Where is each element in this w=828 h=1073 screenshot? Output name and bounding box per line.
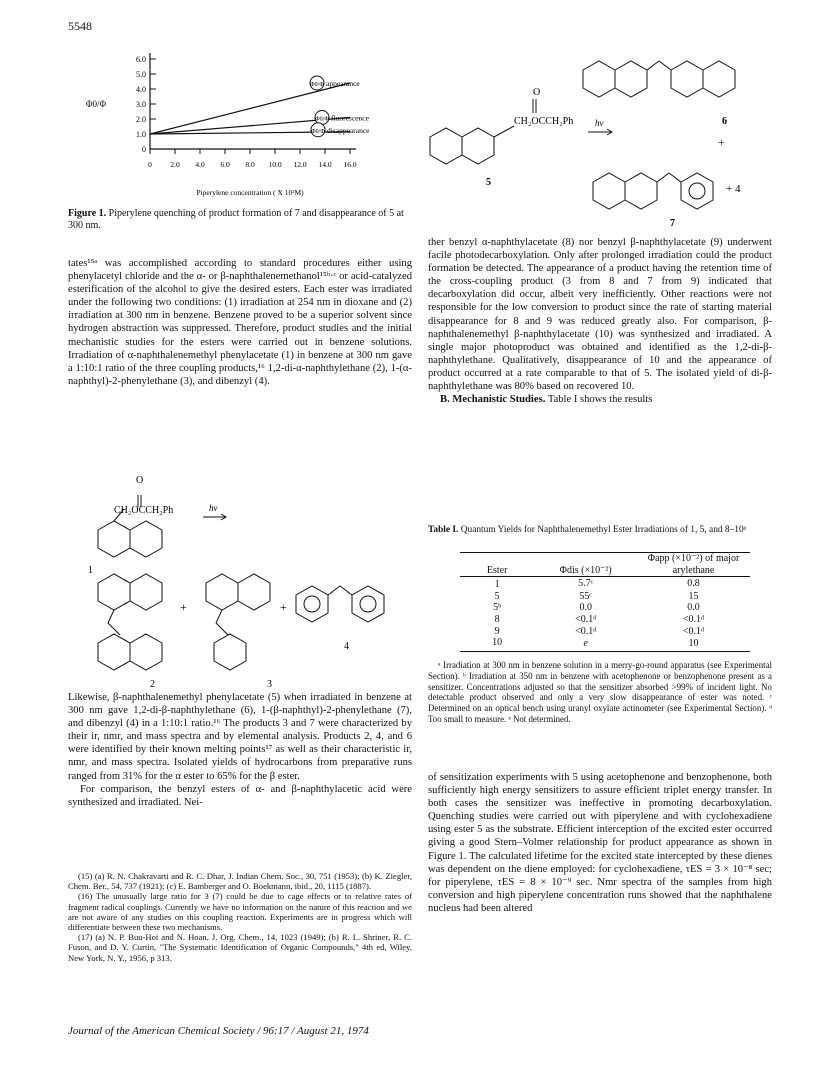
naphthalene-ring [130, 521, 162, 557]
plus-sign: + [280, 600, 287, 614]
ester-group: CH₂OCCH₂Ph [514, 116, 574, 127]
footnote-15: (15) (a) R. N. Chakravarti and R. C. Dhar, J. Indian Chem. Soc., 30, 751 (1953); (b) K. Ziegler, Chem. Ber., 54, 737 (1921); (c) E. Bamberger and O. Boekmann, ibid., 20, 1115 (1887). [68, 871, 412, 892]
x-tick-label: 4.0 [195, 160, 205, 169]
y-tick-label: 5.0 [136, 70, 146, 79]
benzene-ring [296, 586, 328, 622]
aromatic-circle [689, 183, 705, 199]
bond [328, 586, 352, 595]
naphthalene-ring [206, 574, 238, 610]
page-number: 5548 [68, 19, 92, 33]
left-column-text-a [68, 257, 412, 388]
series-label-fluorescence: fluorescence [331, 113, 369, 123]
paragraph: tates¹⁵ᵃ was accomplished according to standard procedures either using phenylacetyl chloride and the α- or β-naphthalenemethanol¹⁵ᵇ·ᶜ or acid-catalyzed esterification of the alcohol to give the desired esters. Each ester was irradiated under the following two conditions: (1) irradiation at 254 nm in dioxane and (2) irradiation at 300 nm in benzene. Benzene proved to be a superior solvent since hydrogen abstraction was suppressed. Therefore, product studies and the initial mechanistic studies for the esters were carried out in benzene solutions. Irradiation of α-naphthalenemethyl phenylacetate (1) in benzene at 300 nm gave a 1:10:1 ratio of the three coupling products,¹⁶ 1,2-di-α-naphthylethane (2), 1-(α-naphthyl)-2-phenylethane (3), and dibenzyl (4). [68, 258, 412, 387]
naphthalene-ring [98, 521, 130, 557]
carbonyl-o: O [533, 87, 541, 98]
table-header-row [460, 553, 750, 577]
plus-4: + 4 [726, 183, 741, 195]
paragraph: For comparison, the benzyl esters of α- and β-naphthylacetic acid were synthesized and irradiated. Nei- [68, 783, 412, 808]
naphthalene-ring [703, 61, 735, 97]
left-column-text-b [68, 691, 412, 809]
journal-footer: Journal of the American Chemical Society / 96:17 / August 21, 1974 [68, 1025, 369, 1037]
naphthalene-ring [130, 574, 162, 610]
naphthalene-ring [671, 61, 703, 97]
benzene-ring [681, 173, 713, 209]
naphthalene-ring [98, 634, 130, 670]
scheme-compound-5 [418, 42, 772, 230]
bond [657, 173, 681, 182]
compound-number: 7 [670, 218, 675, 229]
series-label-disappearance: disappearance [327, 125, 370, 135]
scheme-compound-1 [68, 465, 412, 690]
series-marker-symbol: Φ0/Φ [310, 82, 324, 88]
table-1-label: Table I. [428, 525, 459, 535]
section-heading: B. Mechanistic Studies. [440, 394, 546, 406]
y-tick-label: 1.0 [136, 130, 146, 139]
compound-number: 4 [344, 641, 349, 652]
compound-number: 5 [486, 177, 491, 188]
x-tick-label: 0 [148, 160, 152, 169]
table-row: 5ᵇ 0.0 0.0 [493, 602, 700, 614]
figure-1-chart [68, 45, 408, 205]
footnote-16: (16) The unusually large ratio for 3 (7) could be due to cage effects or to relative rates of fragment radical couplings. Currently we have no information on the nature of this reaction and we are not aware of any studies on this coupling reaction. Experiments are in progress which will differentiate between these two mechanisms. [68, 891, 412, 933]
section-b-paragraph: B. Mechanistic Studies. Table I shows the results [440, 394, 653, 406]
compound-number: 6 [722, 116, 727, 127]
table-row: 9 <0.1ᵈ <0.1ᵈ [494, 625, 705, 637]
aromatic-circle [304, 596, 320, 612]
table-1 [460, 552, 750, 652]
table-row: 8 <0.1ᵈ <0.1ᵈ [494, 613, 705, 625]
figure-1-caption [68, 208, 412, 233]
ester-group: CH₂OCCH₂Ph [114, 505, 174, 516]
naphthalene-ring [583, 61, 615, 97]
hv-label: hν [595, 118, 604, 128]
y-tick-label: 4.0 [136, 85, 146, 94]
table-row: 5 55ᶜ 15 [494, 590, 699, 602]
naphthalene-ring [98, 574, 130, 610]
y-axis-label: Φ0/Φ [85, 99, 107, 109]
figure-1-caption-label: Figure 1. [68, 208, 107, 219]
chart-plot-area [86, 53, 370, 197]
series-marker-symbol: Φ0/Φ [311, 128, 325, 135]
header-ester: Ester [486, 564, 508, 576]
naphthalene-ring [593, 173, 625, 209]
right-column-text-b [428, 771, 772, 915]
x-tick-label: 6.0 [220, 160, 230, 169]
compound-number: 3 [267, 679, 272, 690]
compound-number: 2 [150, 679, 155, 690]
carbonyl-o: O [136, 475, 144, 486]
table-row: 10 e 10 [460, 637, 750, 651]
right-column-text-a [428, 236, 772, 406]
x-tick-label: 14.0 [318, 160, 332, 169]
hv-label: hν [209, 503, 218, 513]
naphthalene-ring [130, 634, 162, 670]
x-tick-label: 10.0 [268, 160, 282, 169]
series-label-appearance: appearance [326, 79, 360, 88]
paragraph: ther benzyl α-naphthylacetate (8) nor benzyl β-naphthylacetate (9) underwent facile photodecarboxylation. Only after prolonged irradiation could the product formation be detected. The appearance of a product having the retention time of the cross-coupling product (3 from 8 and 7 from 9) indicated that decarboxylation did occur, albeit very inefficiently. Other reactions were not responsible for the low conversion to product since the rate of starting material disappearance for 8 and 9 was reduced greatly also. For comparison, β-naphthalenemethyl β-naphthylacetate (10) was synthesized and irradiated. A single major photoproduct was obtained and identified as the 1,2-di-β-naphthylethane. Qualitatively, disappearance of 10 and the appearance of product occurred at a rate comparable to that of 5. The isolated yield of di-β-naphthylethane was 80% based on recovered 10. [428, 237, 772, 393]
naphthalene-ring [615, 61, 647, 97]
figure-1-caption-text: Piperylene quenching of product formation of 7 and disappearance of 5 at 300 nm. [68, 208, 404, 232]
x-axis-label: Piperylene concentration ( X 10²M) [196, 188, 304, 197]
aromatic-circle [360, 596, 376, 612]
footnote-17: (17) (a) N. P. Buu-Hoi and N. Hoan, J. Org. Chem., 14, 1023 (1949); (b) R. L. Shriner, R. C. Fuson, and D. Y. Curtin, "The Systematic Identification of Organic Compounds," 4th ed, Wiley, New York, N. Y., 1956, p 313. [68, 932, 412, 963]
header-phi-app: Φapp (×10⁻²) of major arylethane [647, 553, 740, 576]
bond [216, 610, 228, 635]
series-marker-symbol: Φ0/Φ [315, 116, 329, 123]
x-tick-label: 8.0 [245, 160, 255, 169]
compound-number: 1 [88, 565, 93, 576]
y-tick-label: 2.0 [136, 115, 146, 124]
benzene-ring [352, 586, 384, 622]
bond [108, 610, 120, 635]
x-tick-label: 16.0 [343, 160, 357, 169]
naphthalene-ring [462, 128, 494, 164]
paragraph: Likewise, β-naphthalenemethyl phenylacetate (5) when irradiated in benzene at 300 nm gave 1,2-di-β-naphthylethane (6), 1-(β-naphthyl)-2-phenylethane (7), and dibenzyl (4) in a 1:10:1 ratio.¹⁶ The products 3 and 7 were characterized by their ir, nmr, and mass spectra and by elemental analysis. Products 2, 4, and 6 were identified by their known melting points¹⁷ as well as their characteristic ir, nmr, and mass spectra. Isolated yields of hydrocarbons from preparative runs ranged from 31% for the α ester to 65% for the β ester. [68, 692, 412, 782]
y-tick-label: 0 [142, 145, 146, 154]
naphthalene-ring [430, 128, 462, 164]
x-tick-label: 12.0 [293, 160, 307, 169]
quantum-yield-table [460, 553, 750, 652]
paragraph: of sensitization experiments with 5 using acetophenone and benzophenone, both sufficiently high energy sensitizers to assure efficient triplet energy transfer. In both cases the sensitizer was ineffective in promoting decarboxylation. Quenching studies were carried out with piperylene and with cyclohexadiene using ester 5 as the substrate. Efficient interception of the excited ester occurred giving a good Stern–Volmer relationship for product appearance as shown in Figure 1. The calculated lifetime for the excited state intercepted by these dienes was dependent on the diene employed: for cyclohexadiene, τES = 3 × 10⁻⁸ sec; for piperylene, τES = 8 × 10⁻⁹ sec. Nmr spectra of the samples from high conversion and high piperylene concentration runs showed that the naphthalene nucleus had been altered [428, 772, 772, 914]
plus-sign: + [718, 135, 725, 149]
x-tick-label: 2.0 [170, 160, 180, 169]
naphthalene-ring [238, 574, 270, 610]
bond [647, 61, 671, 70]
table-1-notes: ᵃ Irradiation at 300 nm in benzene solution in a merry-go-round apparatus (see Experimental Section). ᵇ Irradiation at 350 nm in benzene with acetophenone or benzophenone present as a sensitizer. Concentrations adjusted so that the sensitizer absorbed >99% of incident light. No detectable product observed and only a very slow disappearance of ester was noted. ᶜ Determined on an optical bench using uranyl oxylate actinometer (see Experimental Section). ᵈ Too small to measure. ᵉ Not determined. [428, 660, 772, 724]
table-1-title: Table I. Quantum Yields for Naphthalenemethyl Ester Irradiations of 1, 5, and 8–10ᵃ [428, 525, 747, 535]
bond [494, 126, 514, 137]
table-row: 1 5.7ᶜ 0.8 [494, 578, 700, 591]
benzene-ring [214, 634, 246, 670]
header-phi-dis: Φdis (×10⁻²) [559, 564, 612, 576]
y-tick-label: 3.0 [136, 100, 146, 109]
y-tick-label: 6.0 [136, 55, 146, 64]
footnotes [68, 871, 412, 963]
plus-sign: + [180, 600, 187, 614]
naphthalene-ring [625, 173, 657, 209]
